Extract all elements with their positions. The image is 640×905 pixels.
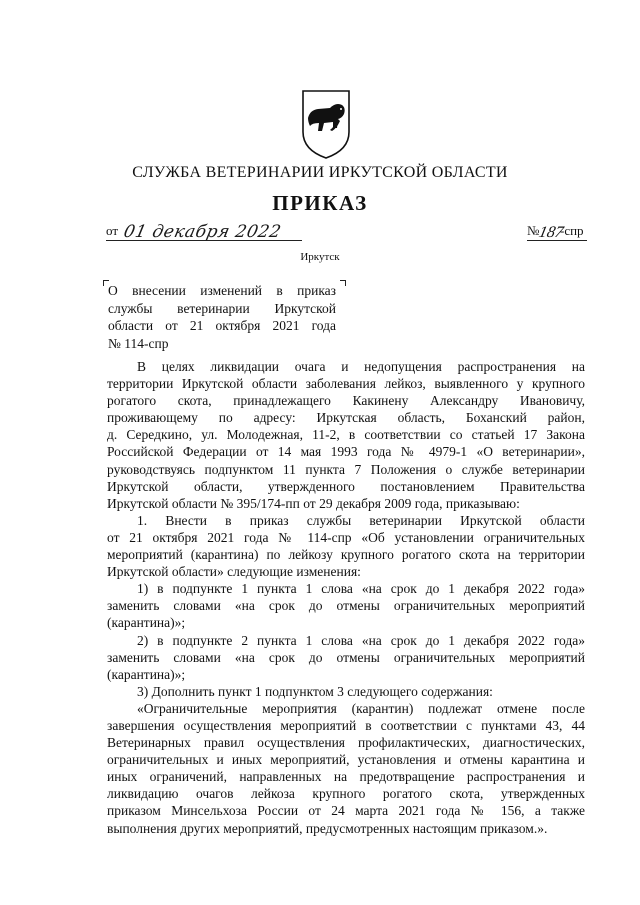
body-line: (карантина)»; xyxy=(107,615,186,631)
body-line: 3) Дополнить пункт 1 подпунктом 3 следующего содержания: xyxy=(137,683,493,699)
order-body xyxy=(107,358,585,837)
body-line: иных ограничений, направленных на предотвращение распространения и xyxy=(107,769,585,785)
handwritten-date: 01 декабря 2022 xyxy=(121,222,283,242)
body-line: «Ограничительные мероприятия (карантин) подлежат отмене после xyxy=(137,700,585,716)
body-line: Иркутской области, утвержденного постановлением Правительства xyxy=(107,478,585,494)
subject-line: № 114-спр xyxy=(108,335,169,351)
date-field xyxy=(106,222,302,241)
body-line: д. Середкино, ул. Молодежная, 11-2, в соответствии со статьей 17 Закона xyxy=(107,427,585,443)
body-line: рогатого скота, принадлежащего Какинену Александру Ивановичу, xyxy=(107,393,585,409)
subject-bracket-right xyxy=(340,280,346,286)
body-line: приказом Минсельхоза России от 24 марта 2021 года № 156, а также xyxy=(107,803,585,819)
body-line: Российской Федерации от 14 мая 1993 года № 4979-1 «О ветеринарии», xyxy=(107,444,585,460)
body-line: проживающему по адресу: Иркутская область, Боханский район, xyxy=(107,410,585,426)
body-line: ограничительных и иных мероприятий, установления и отмены карантина и xyxy=(107,752,585,768)
body-line: заменить словами «на срок до отмены ограничительных мероприятий xyxy=(107,649,585,665)
body-line: Иркутской области № 395/174-пп от 29 декабря 2009 года, приказываю: xyxy=(107,495,520,511)
body-line: выполнения других мероприятий, предусмотренных настоящим приказом.». xyxy=(107,820,548,836)
number-sign: № xyxy=(527,223,540,238)
subject-line: службы ветеринарии Иркутской xyxy=(108,300,336,316)
agency-name: СЛУЖБА ВЕТЕРИНАРИИ ИРКУТСКОЙ ОБЛАСТИ xyxy=(132,164,508,181)
body-line: от 21 октября 2021 года № 114-спр «Об установлении ограничительных xyxy=(107,529,585,545)
body-line: мероприятий (карантина) по лейкозу крупного рогатого скота на территории xyxy=(107,547,585,563)
document-type-title: ПРИКАЗ xyxy=(272,191,368,215)
handwritten-number: 187 xyxy=(537,224,565,241)
irkutsk-babr-emblem-icon xyxy=(300,88,352,160)
subject-line: О внесении изменений в приказ xyxy=(108,283,336,298)
body-line: 1) в подпункте 1 пункта 1 слова «на срок до 1 декабря 2022 года» xyxy=(137,581,585,597)
body-line: территории Иркутской области заболевания лейкоз, выявленного у крупного xyxy=(107,376,585,392)
date-prefix: от xyxy=(106,223,119,238)
body-line: Ветеринарных правил осуществления профилактических, диагностических, xyxy=(107,735,585,751)
document-number-field xyxy=(527,222,587,241)
body-line: В целях ликвидации очага и недопущения распространения на xyxy=(137,359,585,374)
body-line: 2) в подпункте 2 пункта 1 слова «на срок до 1 декабря 2022 года» xyxy=(137,632,585,648)
order-subject xyxy=(108,282,336,352)
body-line: заменить словами «на срок до отмены ограничительных мероприятий xyxy=(107,598,585,614)
number-suffix: -спр xyxy=(560,223,584,238)
body-line: Иркутской области» следующие изменения: xyxy=(107,564,361,580)
body-line: 1. Внести в приказ службы ветеринарии Иркутской области xyxy=(137,512,585,528)
city-name: Иркутск xyxy=(300,251,340,263)
body-line: (карантина)»; xyxy=(107,666,186,682)
body-line: руководствуясь подпунктом 11 пункта 7 Положения о службе ветеринарии xyxy=(107,461,585,477)
body-line: завершения осуществления мероприятий в соответствии с пунктами 43, 44 xyxy=(107,717,585,733)
subject-line: области от 21 октября 2021 года xyxy=(108,318,336,333)
body-line: ликвидацию очагов лейкоза крупного рогатого скота, утвержденных xyxy=(107,786,585,802)
